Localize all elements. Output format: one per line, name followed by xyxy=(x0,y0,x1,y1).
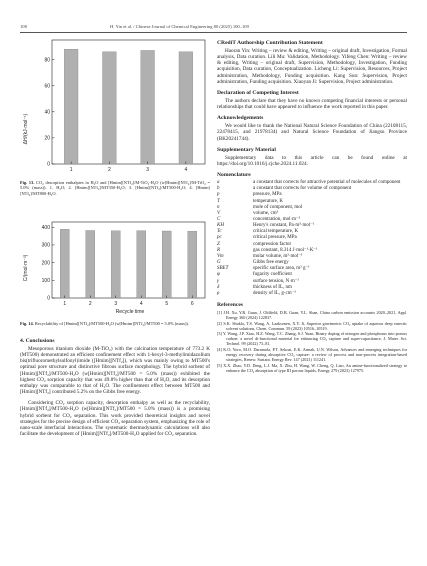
fig13-caption-label: Fig. 13. xyxy=(20,180,35,185)
supp-link[interactable]: Supplementary data to this article can be found online at https://doi.org/10.1016/j.cjche.2024.11.024. xyxy=(217,154,407,167)
figure-14-caption xyxy=(20,321,210,326)
x-tick-label: 5 xyxy=(165,301,169,307)
supp-heading: Supplementary Material xyxy=(217,146,276,153)
nomenclature-symbol: n xyxy=(217,204,220,210)
credit-heading: CRediT Authorship Contribution Statement xyxy=(217,40,323,46)
nomenclature-heading: Nomenclature xyxy=(217,172,251,179)
ack-text: We would like to thank the National Natural Science Foundation of China (22108115, 22478415, and 21978134) and Natural Science Foundation of Jiangsu Province (BK20241744). xyxy=(217,123,407,142)
bar xyxy=(64,49,78,164)
conclusions-section xyxy=(20,338,210,442)
nomenclature-definition: density of IL, g·cm⁻³ xyxy=(253,290,296,296)
nomenclature-symbol: pc xyxy=(217,235,222,241)
supp-text xyxy=(217,155,407,167)
nomenclature-symbol: C xyxy=(217,216,221,222)
figure-13-caption xyxy=(20,180,210,196)
credit-text: Haoran Yin: Writing – review & editing, Writing – original draft, Investigation, Formal analysis, Data curation. Lili Mu: Validation, Methodology. Yifeng Chen: Writing – review & editing, Writing – original draft, Supervision, Methodology, Investigation, Funding acquisition, Data curation, Conceptualization. Licheng Li: Supervision, Resources, Project administration, Methodology, Funding acquisition. Kang Sun: Supervision, Project administration, Funding acquisition. Xiaoyan Ji: Supervision, Project administration. xyxy=(217,48,407,85)
y-tick-label: 60 xyxy=(44,83,50,90)
reference-item: [3] Y. Wang, J.P. Xiao, H.Z. Wang, T.C. Zhang, S.J. Yuan, Binary doping of nitrogen and phosphorus into porous carbon: a novel di-functional material for enhancing CO₂ capture and super-capacitance, J. Mater. Sci. Technol. 99 (2022) 73–81. xyxy=(217,331,407,347)
reference-item: [1] J.H. Xu, Y.R. Guan, J. Oldfield, D.B. Guan, Y.L. Shan, China carbon emission accounts 2020–2021, Appl. Energy 360 (2024) 122837. xyxy=(217,310,407,321)
nomenclature-symbol: δ xyxy=(217,284,220,290)
chart-frame xyxy=(52,222,205,298)
right-column xyxy=(217,40,407,373)
nomenclature-symbol: T xyxy=(217,198,220,204)
y-tick-label: 400 xyxy=(41,225,50,232)
ack-heading: Acknowledgements xyxy=(217,115,264,122)
x-tick-label: 4 xyxy=(139,301,143,307)
header-rule xyxy=(20,32,407,33)
nomenclature-definition: critical temperature, K xyxy=(253,229,299,235)
nomenclature-definition: specific surface area, m² g⁻¹ xyxy=(253,266,310,272)
x-tick-label: 2 xyxy=(88,301,92,307)
fig14-plot-area xyxy=(42,222,205,307)
x-tick-label: 3 xyxy=(146,167,150,173)
fig13-plot-area xyxy=(44,40,205,173)
competing-heading: Declaration of Competing Interest xyxy=(217,89,299,96)
nomenclature-symbol: V xyxy=(217,210,221,216)
bar xyxy=(162,231,171,298)
nomenclature-definition: temperature, K xyxy=(253,198,283,204)
nomenclature-symbol: Tc xyxy=(217,229,222,235)
conclusions-paragraph-1: Mesoporous titanium dioxide (M-TiO₂) with the calcination temperature of 773.2 K (MT500) demonstrated an efficient confinement effect with 1-hexyl-3-methylimidazolium bis(trifluoromethylsulfonyl)imide ([Hmim][NTf₂]), which was mainly owing to MT500's optimal pore structure and distinctive fibrous surface morphology. The hybrid sorbent of [Hmim][NTf₂]/MT500-H₂O (w[Hmim][NTf₂]/MT500 = 5.0% (mass)) exhibited the highest CO₂ sorption capacity that was 49.8% higher than that of H₂O, and its desorption enthalpy was comparable to that of H₂O. The confinement effect between MT500 and [Hmim][NTf₂] contributed 5.2% on the Gibbs free energy. xyxy=(20,346,210,396)
x-tick-label: 6 xyxy=(190,301,194,307)
fig13-caption-text: CO₂ desorption enthalpies in H₂O and [Hmim][NTf₂]/M-TiO₂-H₂O (w[Hmim][NTf₂]/M-TiO₂ = 5.0% (mass)). 1. H₂O; 2. [Hmim][NTf₂]/MT350-H₂O; 3. [Hmim][NTf₂]/MT500-H₂O; 4. [Hmim][NTf₂]/MT800-H₂O. xyxy=(20,180,211,196)
fig14-caption-label: Fig. 14. xyxy=(20,321,34,326)
y-tick-label: 0 xyxy=(47,161,50,168)
nomenclature-definition: Gibbs free energy xyxy=(253,260,289,266)
nomenclature-definition: volume, cm³ xyxy=(253,210,279,216)
y-tick-label: 40 xyxy=(44,109,50,116)
nomenclature-definition: a constant that corrects for attractive potential of molecules of component xyxy=(253,180,401,186)
nomenclature-symbol: Vm xyxy=(217,253,224,259)
x-tick-label: 4 xyxy=(184,167,188,173)
nomenclature-symbol: p xyxy=(217,192,220,198)
nomenclature-definition: concentration, mol·m⁻³ xyxy=(253,216,301,222)
nomenclature-definition: surface tension, N·m⁻¹ xyxy=(253,278,299,284)
nomenclature-symbol: b xyxy=(217,186,220,192)
nomenclature-definition: compression factor xyxy=(253,241,292,247)
nomenclature-symbol: a xyxy=(217,180,220,186)
bar xyxy=(179,52,193,164)
references-heading: References xyxy=(217,302,243,308)
bar xyxy=(111,231,120,298)
y-tick-label: 200 xyxy=(41,260,50,267)
reference-item: [2] S.K. Shukla, T.S. Wang, A. Laaksonen, X.Y. Ji, Superior gravimetric CO₂ uptake of aqueous deep eutectic solvent solutions, Chem. Commun. 59 (2023) 10516–10519. xyxy=(217,320,407,331)
bar xyxy=(102,52,116,164)
bar xyxy=(141,50,155,164)
bar xyxy=(188,231,197,298)
reference-item: [5] X.X. Zhao, Y.D. Deng, L.J. Ma, X. Zhu, H. Wang, W. Cheng, Q. Liao, An amine-functionalized strategy to enhance the CO₂ absorption of type III porous liquids, Energy 279 (2023) 127975. xyxy=(217,362,407,373)
fig14-caption-text: Recyclability of [Hmim][NTf₂]/MT500-H₂O (w[Hmim][NTf₂]/MT500 = 5.0% (mass)). xyxy=(34,321,190,326)
nomenclature-definition: critical pressure, MPa xyxy=(253,235,297,241)
x-tick-label: 2 xyxy=(107,167,111,173)
nomenclature-definition: thickness of IL, nm xyxy=(253,284,292,290)
nomenclature-row xyxy=(217,291,407,297)
nomenclature-symbol: γ xyxy=(217,278,219,284)
nomenclature-symbol: R xyxy=(217,247,221,253)
bar xyxy=(60,229,69,298)
nomenclature-symbol: G xyxy=(217,260,221,266)
nomenclature-definition: gas constant, 8.314 J·mol⁻¹·K⁻¹ xyxy=(253,247,318,253)
nomenclature-symbol: KH xyxy=(217,223,224,229)
nomenclature-definition: molar volume, m³·mol⁻¹ xyxy=(253,253,303,259)
figure-13-chart xyxy=(20,34,210,176)
x-tick-label: 1 xyxy=(69,167,73,173)
bar xyxy=(137,231,146,298)
y-tick-label: 100 xyxy=(41,278,50,285)
figure-14-chart xyxy=(20,216,210,318)
competing-text: The authors declare that they have no known competing financial interests or personal relationships that could have appeared to influence the work reported in this paper. xyxy=(217,97,407,111)
nomenclature-symbol: Z xyxy=(217,241,220,247)
fig13-ylabel: ΔH/(kJ·mol⁻¹) xyxy=(23,113,29,145)
bar xyxy=(86,230,95,298)
x-tick-label: 1 xyxy=(63,301,67,307)
nomenclature-definition: pressure, MPa xyxy=(253,192,282,198)
conclusions-paragraph-2: Considering CO₂ sorption capacity, desorption enthalpy as well as the recyclability, [Hmim][NTf₂]/MT500-H₂O (w[Hmim][NTf₂]/MT500 = 5.0% (mass)) is a promising hybrid sorbent for CO₂ separation. This work provided theoretical insights and novel strategies for the precise design of efficient CO₂ separation system, emphasizing the role of nano-scale interfacial interactions. The systematic thermodynamic calculations will also facilitate the development of [Hmim][NTf₂]/MT500-H₂O applied for CO₂ separation. xyxy=(20,400,210,438)
y-tick-label: 20 xyxy=(44,135,50,142)
x-tick-label: 3 xyxy=(114,301,118,307)
running-title: H. Yin et al. / Chinese Journal of Chemical Engineering 80 (2025) 100–109 xyxy=(110,24,249,29)
nomenclature-definition: Henry's constant, Pa·m³·mol⁻¹ xyxy=(253,223,315,229)
nomenclature-symbol: ρ xyxy=(217,290,220,296)
fig14-ylabel: C/(mol·m⁻³) xyxy=(23,254,29,282)
nomenclature-definition: a constant that corrects for volume of component xyxy=(253,186,352,192)
y-tick-label: 0 xyxy=(47,295,50,302)
reference-item: [4] K.O. Yoro, M.O. Daramola, P.T. Sekoai, E.K. Armah, U.N. Wilson, Advances and emerging techniques for energy recovery during absorptive CO₂ capture: a review of process and non-process integration-based strategies, Renew. Sustain. Energy Rev. 147 (2021) 111241. xyxy=(217,346,407,363)
page-number: 108 xyxy=(20,24,27,29)
nomenclature-symbol: SBET xyxy=(217,266,229,272)
references-list xyxy=(217,310,407,373)
y-tick-label: 300 xyxy=(41,242,50,249)
nomenclature-definition: mole of component, mol xyxy=(253,204,303,210)
nomenclature-symbol: φ xyxy=(217,272,220,278)
nomenclature-definition: fugacity coefficient xyxy=(253,272,292,278)
fig14-xlabel: Recycle time xyxy=(115,309,145,315)
conclusions-heading: 4. Conclusions xyxy=(20,338,55,344)
y-tick-label: 80 xyxy=(44,57,50,64)
nomenclature-table xyxy=(217,180,407,297)
